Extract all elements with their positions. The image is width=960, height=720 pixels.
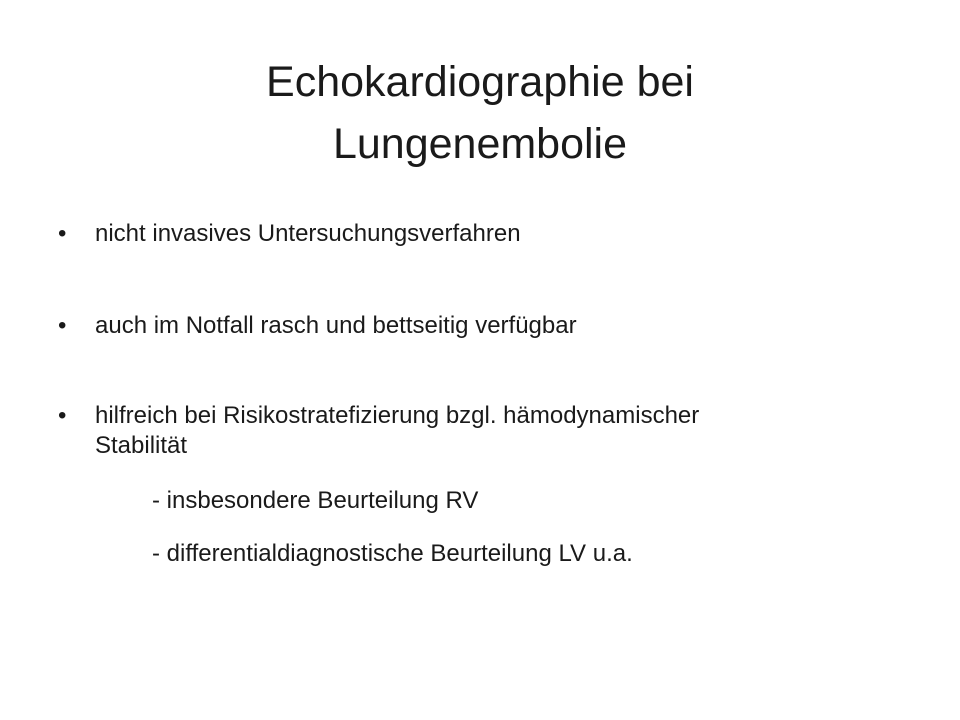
slide-title: [60, 51, 900, 175]
bullet-text: [95, 311, 915, 341]
bullet-text: [95, 219, 915, 249]
bullet-text-line: auch im Notfall rasch und bettseitig verfügbar: [95, 312, 577, 339]
bullet-icon: •: [58, 312, 67, 339]
bullet-text-line: Stabilität: [95, 432, 188, 459]
slide-title-line-1: Echokardiographie bei: [266, 57, 694, 106]
bullet-text-line: hilfreich bei Risikostratefizierung bzgl. hämodynamischer: [95, 402, 700, 429]
bullet-text-line: nicht invasives Untersuchungsverfahren: [95, 220, 521, 247]
slide-title-line-2: Lungenembolie: [332, 119, 628, 168]
bullet-icon: •: [58, 220, 67, 247]
sub-item-rv-assessment: - insbesondere Beurteilung RV: [152, 487, 479, 514]
sub-item-lv-assessment: - differentialdiagnostische Beurteilung LV u.a.: [152, 540, 633, 567]
bullet-text: [95, 401, 915, 461]
bullet-icon: •: [58, 402, 67, 429]
